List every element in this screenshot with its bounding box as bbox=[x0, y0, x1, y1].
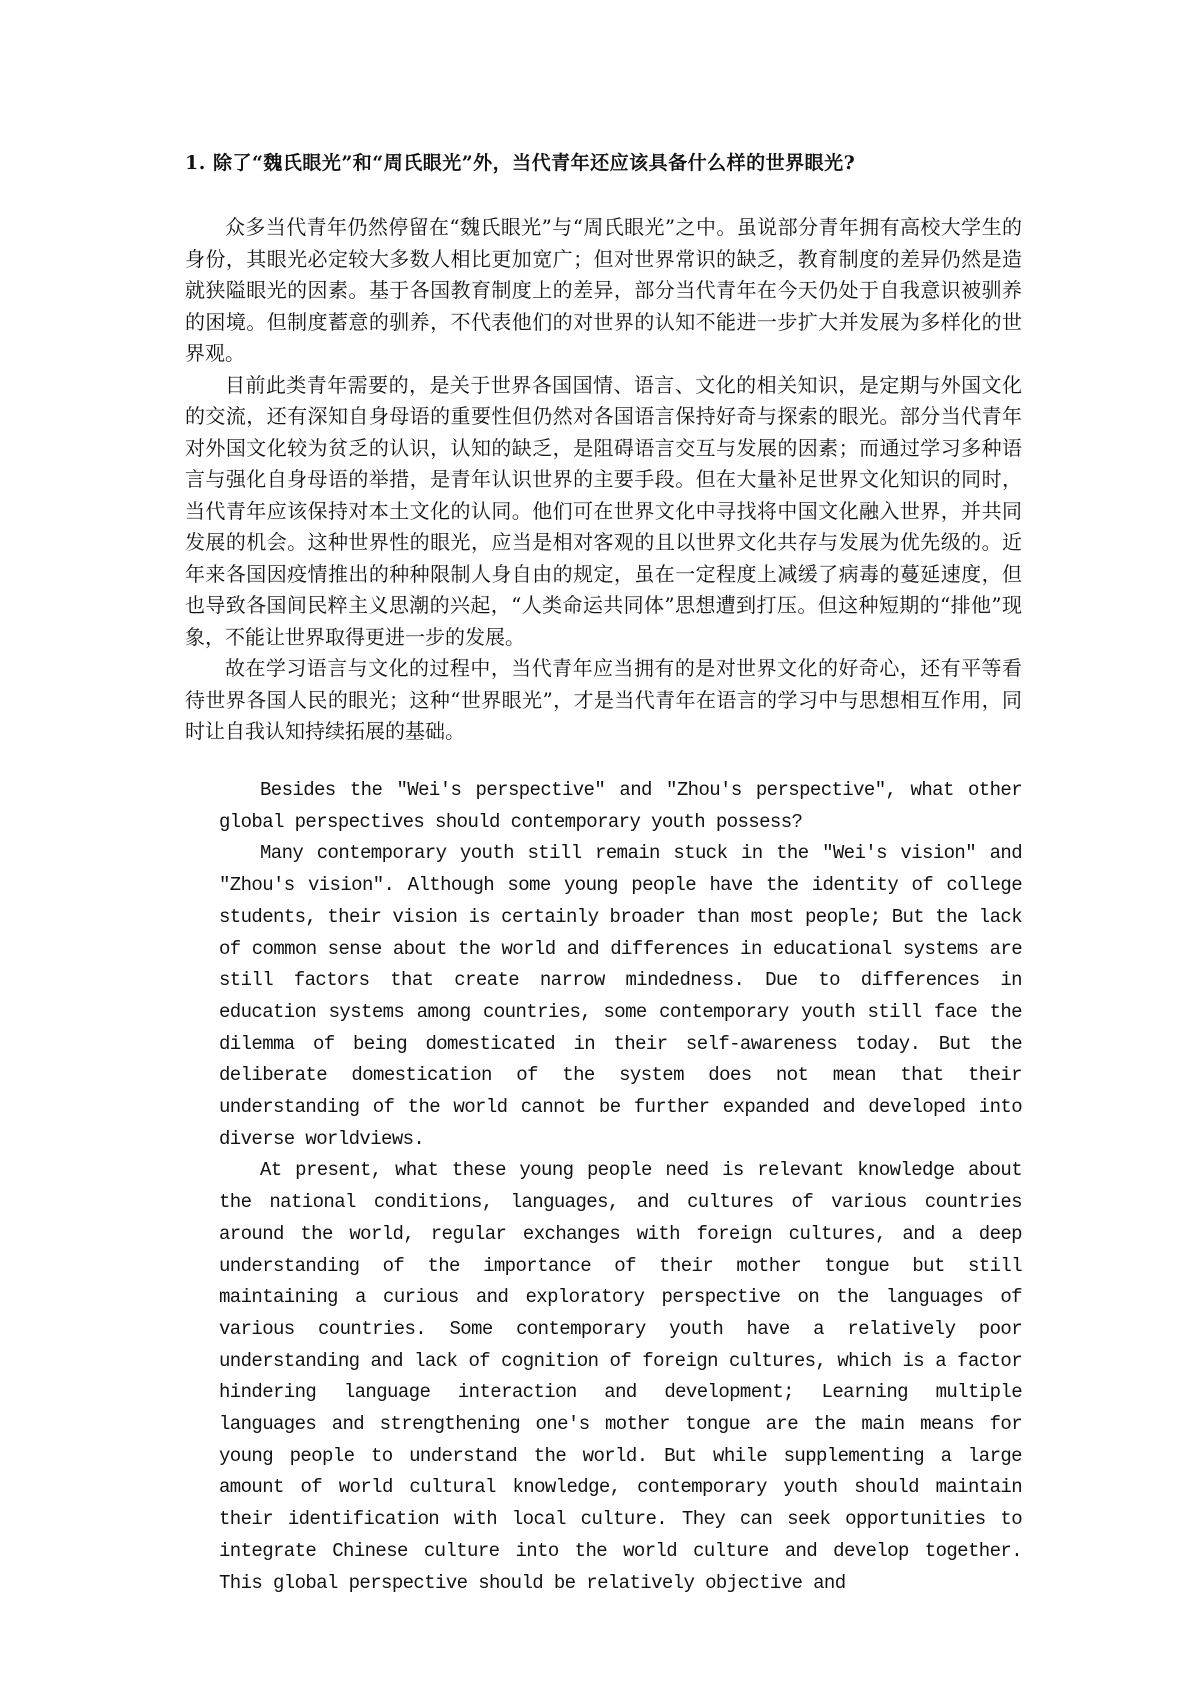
chinese-paragraph: 目前此类青年需要的，是关于世界各国国情、语言、文化的相关知识，是定期与外国文化的交流，还有深知自身母语的重要性但仍然对各国语言保持好奇与探索的眼光。部分当代青年对外国文化较为贫乏的认识，认知的缺乏，是阻碍语言交互与发展的因素；而通过学习多种语言与强化自身母语的举措，是青年认识世界的主要手段。但在大量补足世界文化知识的同时，当代青年应该保持对本土文化的认同。他们可在世界文化中寻找将中国文化融入世界，并共同发展的机会。这种世界性的眼光，应当是相对客观的且以世界文化共存与发展为优先级的。近年来各国因疫情推出的种种限制人身自由的规定，虽在一定程度上减缓了病毒的蔓延速度，但也导致各国间民粹主义思潮的兴起，“人类命运共同体”思想遭到打压。但这种短期的“排他”现象，不能让世界取得更进一步的发展。 bbox=[185, 372, 1022, 649]
chinese-answer bbox=[185, 212, 1022, 748]
question-heading: 1. 除了“魏氏眼光”和“周氏眼光”外，当代青年还应该具备什么样的世界眼光? bbox=[185, 152, 856, 174]
english-paragraph: At present, what these young people need is relevant knowledge about the national conditions, languages, and cultures of various countries around the world, regular exchanges with foreign cultures, and a deep understanding of the importance of their mother tongue but still maintaining a curious and exploratory perspective on the languages of various countries. Some contemporary youth have a relatively poor understanding and lack of cognition of foreign cultures, which is a factor hindering language interaction and development; Learning multiple languages and strengthening one's mother tongue are the main means for young people to understand the world. But while supplementing a large amount of world cultural knowledge, contemporary youth should maintain their identification with local culture. They can seek opportunities to integrate Chinese culture into the world culture and develop together. This global perspective should be relatively objective and bbox=[219, 1159, 1022, 1594]
english-paragraph: Many contemporary youth still remain stuck in the "Wei's vision" and "Zhou's vision". Although some young people have the identity of college students, their vision is certainly broader than most people; But the lack of common sense about the world and differences in educational systems are still factors that create narrow mindedness. Due to differences in education systems among countries, some contemporary youth still face the dilemma of being domesticated in their self-awareness today. But the deliberate domestication of the system does not mean that their understanding of the world cannot be further expanded and developed into diverse worldviews. bbox=[219, 842, 1022, 1150]
english-translation bbox=[219, 775, 1022, 1599]
chinese-paragraph: 故在学习语言与文化的过程中，当代青年应当拥有的是对世界文化的好奇心，还有平等看待世界各国人民的眼光；这种“世界眼光”，才是当代青年在语言的学习中与思想相互作用，同时让自我认知持续拓展的基础。 bbox=[185, 656, 1022, 743]
chinese-paragraph: 众多当代青年仍然停留在“魏氏眼光”与“周氏眼光”之中。虽说部分青年拥有高校大学生的身份，其眼光必定较大多数人相比更加宽广；但对世界常识的缺乏，教育制度的差异仍然是造就狭隘眼光的因素。基于各国教育制度上的差异，部分当代青年在今天仍处于自我意识被驯养的困境。但制度蓄意的驯养，不代表他们的对世界的认知不能进一步扩大并发展为多样化的世界观。 bbox=[185, 215, 1022, 365]
english-question: Besides the "Wei's perspective" and "Zhou's perspective", what other global perspectives should contemporary youth possess? bbox=[219, 779, 1022, 833]
